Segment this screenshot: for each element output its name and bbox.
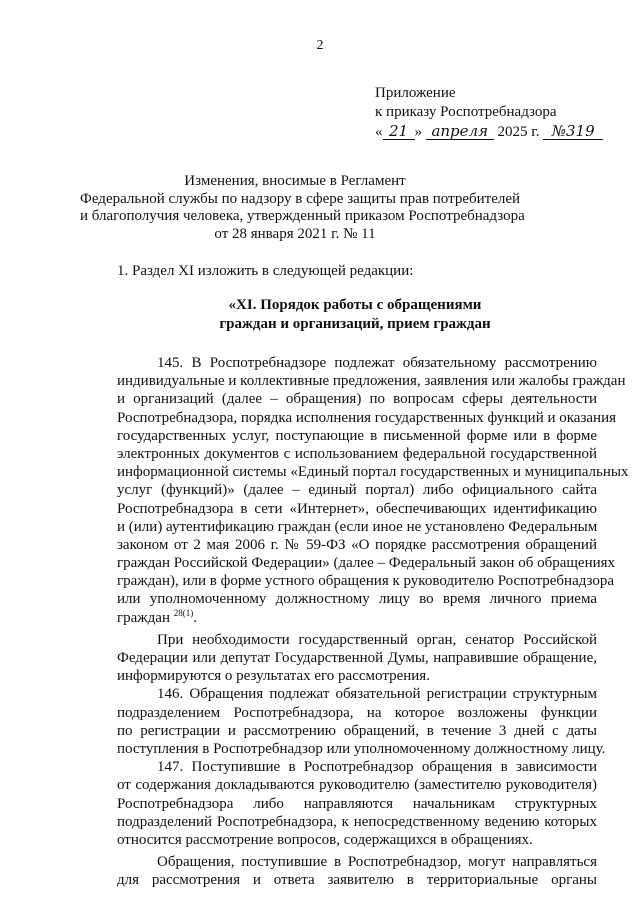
text-line: 146. Обращения подлежат обязательной регистрации структурным: [157, 686, 597, 703]
quote-close: »: [414, 124, 422, 140]
heading-line-4: от 28 января 2021 г. № 11: [214, 225, 376, 242]
appendix-title: Приложение: [375, 85, 456, 101]
footnote-marker: 28(1): [173, 607, 194, 618]
text-line: Роспотребнадзора в сети «Интернет», обеспечивающих идентификацию: [117, 500, 597, 517]
text-line: услуг (функций)» (далее – единый портал) либо официального сайта: [117, 482, 597, 499]
text-line: 145. В Роспотребнадзоре подлежат обязательному рассмотрению: [157, 355, 597, 371]
text-line: и организаций (далее – обращения) по вопросам сферы деятельности: [117, 391, 597, 408]
body-text: [77, 354, 629, 889]
text-line: информационной системы «Единый портал государственных и муниципальных: [117, 464, 629, 481]
text-line: поступления в Роспотребнадзор или уполномоченному должностному лицу.: [117, 740, 606, 757]
text-line: законом от 2 мая 2006 г. № 59-ФЗ «О порядке рассмотрения обращений: [117, 536, 597, 553]
text-line: и (или) аутентификацию граждан (если иное не установлено Федеральным: [117, 518, 598, 535]
appendix-year: 2025 г.: [497, 124, 540, 140]
text-line: Роспотребнадзора, порядка исполнения государственных функций и оказания: [117, 409, 616, 426]
text-line: государственных услуг, поступающие в письменной форме или в форме: [117, 427, 597, 444]
order-number: 319: [566, 122, 595, 140]
text-line: для рассмотрения и ответа заявителю в территориальные органы: [117, 872, 597, 889]
text-line: граждан), или в форме устного обращения к руководителю Роспотребнадзора: [117, 573, 615, 590]
section-title-line-2: граждан и организаций, прием граждан: [219, 316, 491, 332]
text-line-last: [77, 609, 597, 627]
text-line: электронных документов с использованием федеральной государственной: [117, 445, 597, 462]
handwritten-day: 21: [383, 123, 415, 140]
quote-open: «: [375, 124, 383, 140]
text-line: Роспотребнадзора либо направляются начальникам структурных: [117, 795, 597, 812]
section-title: [190, 296, 520, 334]
text-line: относится рассмотрение вопросов, содержащихся в обращениях.: [117, 831, 533, 848]
number-sign: №: [551, 122, 566, 140]
document-heading: [80, 173, 525, 243]
text-line: подразделений Роспотребнадзора, к непосредственному ведению которых: [117, 813, 597, 830]
heading-line-2: Федеральной службы по надзору в сфере защиты прав потребителей: [80, 190, 521, 207]
item-1-text: 1. Раздел XI изложить в следующей редакции:: [117, 263, 414, 279]
text-line: граждан Российской Федерации» (далее – Федеральный закон об обращениях: [117, 555, 616, 572]
appendix-date-line: [375, 123, 603, 142]
text-line: подразделением Роспотребнадзора, на которое возложены функции: [117, 704, 597, 721]
text-fragment: .: [193, 609, 197, 626]
paragraph-145: [77, 354, 629, 627]
text-line: Федерации или депутат Государственной Думы, направившие обращение,: [117, 650, 597, 666]
paragraph-147: [77, 758, 597, 849]
heading-line-3: и благополучия человека, утвержденный приказом Роспотребнадзора: [80, 208, 525, 224]
text-line: от содержания докладываются руководителю (заместителю руководителя): [117, 777, 597, 794]
text-line: или уполномоченному должностному лицу во время личного приема: [117, 591, 597, 608]
appendix-order-ref: к приказу Роспотребнадзора: [375, 104, 557, 120]
paragraph-146: [77, 685, 606, 758]
handwritten-order-number: [543, 123, 603, 140]
heading-line-1: Изменения, вносимые в Регламент: [184, 173, 406, 189]
text-line: информируются о результатах его рассмотрения.: [117, 668, 430, 685]
section-title-line-1: «XI. Порядок работы с обращениями: [228, 297, 482, 313]
handwritten-month: апреля: [426, 123, 494, 140]
page-number: 2: [316, 38, 324, 53]
text-line: 147. Поступившие в Роспотребнадзор обращения в зависимости: [157, 759, 597, 776]
appendix-block: [375, 84, 603, 142]
paragraph-145-continued: [77, 631, 597, 686]
text-line: При необходимости государственный орган, сенатор Российской: [157, 631, 597, 648]
text-fragment: граждан: [117, 609, 170, 626]
paragraph-147-continued: [77, 853, 597, 889]
text-line: по регистрации и рассмотрению обращений, в течение 3 дней с даты: [117, 722, 597, 739]
text-line: индивидуальные и коллективные предложения, заявления или жалобы граждан: [117, 373, 626, 390]
text-line: Обращения, поступившие в Роспотребнадзор, могут направляться: [157, 854, 597, 871]
